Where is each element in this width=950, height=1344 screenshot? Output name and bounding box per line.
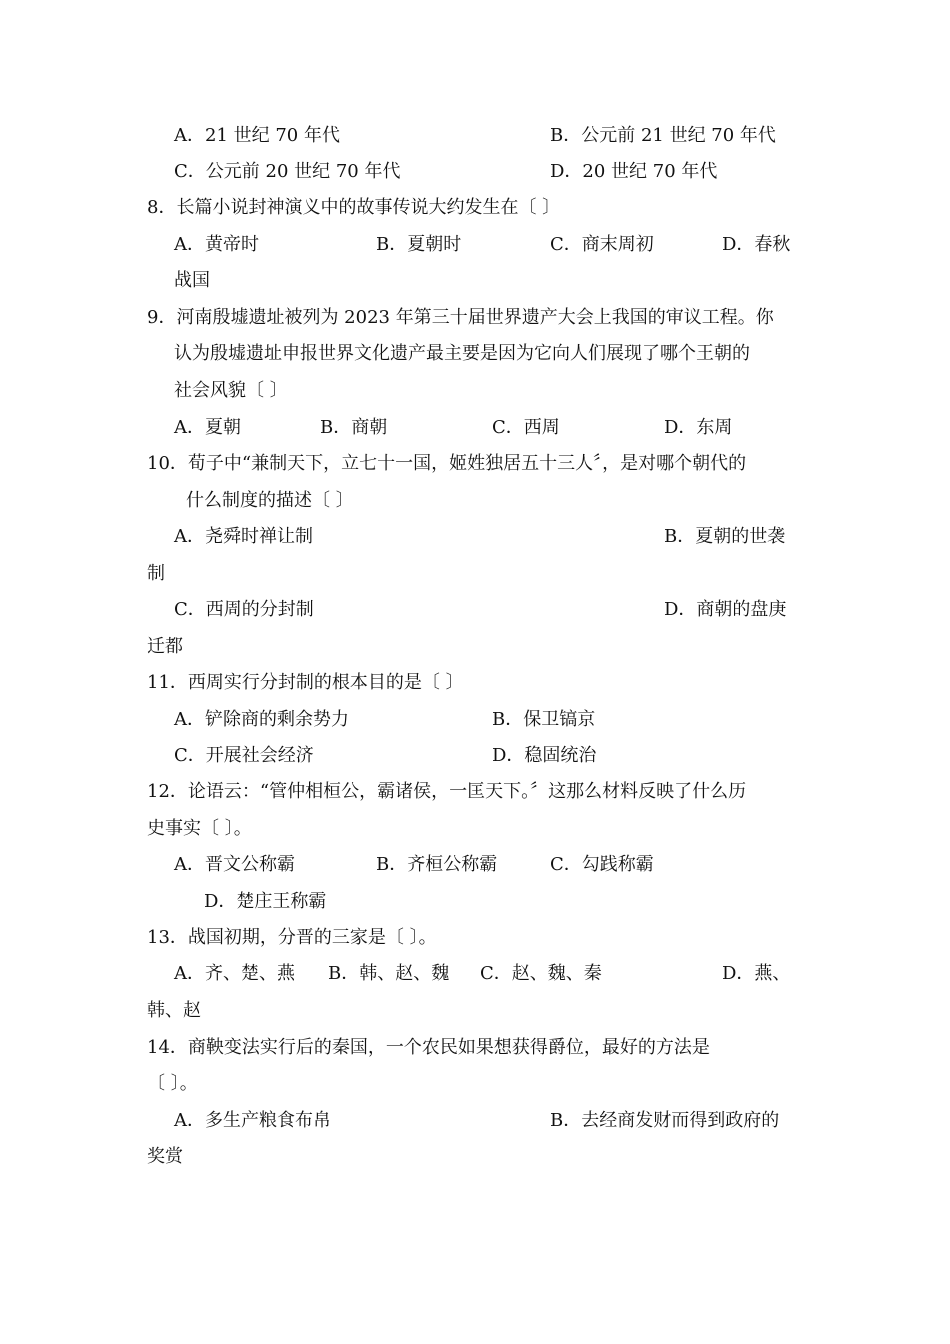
q13-option-d: D．燕、 xyxy=(722,963,791,984)
q8-stem: 8．长篇小说封神演义中的故事传说大约发生在〔 〕 xyxy=(147,197,561,218)
q12-option-b: B．齐桓公称霸 xyxy=(376,854,498,875)
q12-option-c: C．勾践称霸 xyxy=(550,854,654,875)
q11-option-d: D．稳固统治 xyxy=(492,745,597,766)
q12-option-d: D．楚庄王称霸 xyxy=(204,891,327,912)
q14-option-b: B．去经商发财而得到政府的 xyxy=(550,1110,780,1131)
q13-option-a: A．齐、楚、燕 xyxy=(174,963,295,984)
q11-stem: 11．西周实行分封制的根本目的是〔 〕 xyxy=(147,672,464,693)
q14-option-b-cont: 奖赏 xyxy=(147,1146,183,1167)
q14-option-a: A．多生产粮食布帛 xyxy=(174,1110,331,1131)
q9-option-a: A．夏朝 xyxy=(174,417,241,438)
q14-stem-line2: 〔 〕。 xyxy=(147,1073,198,1094)
q13-stem: 13．战国初期，分晋的三家是〔 〕。 xyxy=(147,927,437,948)
q9-option-d: D．东周 xyxy=(664,417,733,438)
q13-option-c: C．赵、魏、秦 xyxy=(480,963,602,984)
q11-option-a: A．铲除商的剩余势力 xyxy=(174,709,349,730)
q8-option-c: C．商末周初 xyxy=(550,234,654,255)
q14-stem-line1: 14．商鞅变法实行后的秦国，一个农民如果想获得爵位，最好的方法是 xyxy=(147,1037,710,1058)
q8-option-a: A．黄帝时 xyxy=(174,234,259,255)
q10-option-d: D．商朝的盘庚 xyxy=(664,599,787,620)
q10-option-b: B．夏朝的世袭 xyxy=(664,526,786,547)
q13-option-b: B．韩、赵、魏 xyxy=(328,963,450,984)
q7-option-d: D．20 世纪 70 年代 xyxy=(550,161,718,182)
q9-stem-line1: 9．河南殷墟遗址被列为 2023 年第三十届世界遗产大会上我国的审议工程。你 xyxy=(147,307,774,328)
q13-option-d-cont: 韩、赵 xyxy=(147,1000,201,1021)
q8-option-d: D．春秋 xyxy=(722,234,791,255)
q12-option-a: A．晋文公称霸 xyxy=(174,854,295,875)
q10-stem-line1: 10．荀子中“兼制天下，立七十一国，姬姓独居五十三人〞，是对哪个朝代的 xyxy=(147,453,747,474)
q10-stem-line2: 什么制度的描述〔 〕 xyxy=(186,490,354,511)
q7-option-a: A．21 世纪 70 年代 xyxy=(174,125,340,146)
q7-option-b: B．公元前 21 世纪 70 年代 xyxy=(550,125,776,146)
q7-option-c: C．公元前 20 世纪 70 年代 xyxy=(174,161,401,182)
q10-option-d-cont: 迁都 xyxy=(147,636,183,657)
q8-option-d-cont: 战国 xyxy=(174,270,210,291)
q9-stem-line2: 认为殷墟遗址申报世界文化遗产最主要是因为它向人们展现了哪个王朝的 xyxy=(174,343,750,364)
q9-option-c: C．西周 xyxy=(492,417,560,438)
q9-option-b: B．商朝 xyxy=(320,417,388,438)
q9-stem-line3: 社会风貌〔 〕 xyxy=(174,380,288,401)
q11-option-c: C．开展社会经济 xyxy=(174,745,314,766)
q10-option-a: A．尧舜时禅让制 xyxy=(174,526,313,547)
q12-stem-line2: 史事实〔 〕。 xyxy=(147,818,252,839)
q12-stem-line1: 12．论语云：“管仲相桓公，霸诸侯，一匡天下。〞这那么材料反映了什么历 xyxy=(147,781,747,802)
q10-option-c: C．西周的分封制 xyxy=(174,599,314,620)
q8-option-b: B．夏朝时 xyxy=(376,234,462,255)
q11-option-b: B．保卫镐京 xyxy=(492,709,596,730)
q10-option-b-cont: 制 xyxy=(147,563,165,584)
